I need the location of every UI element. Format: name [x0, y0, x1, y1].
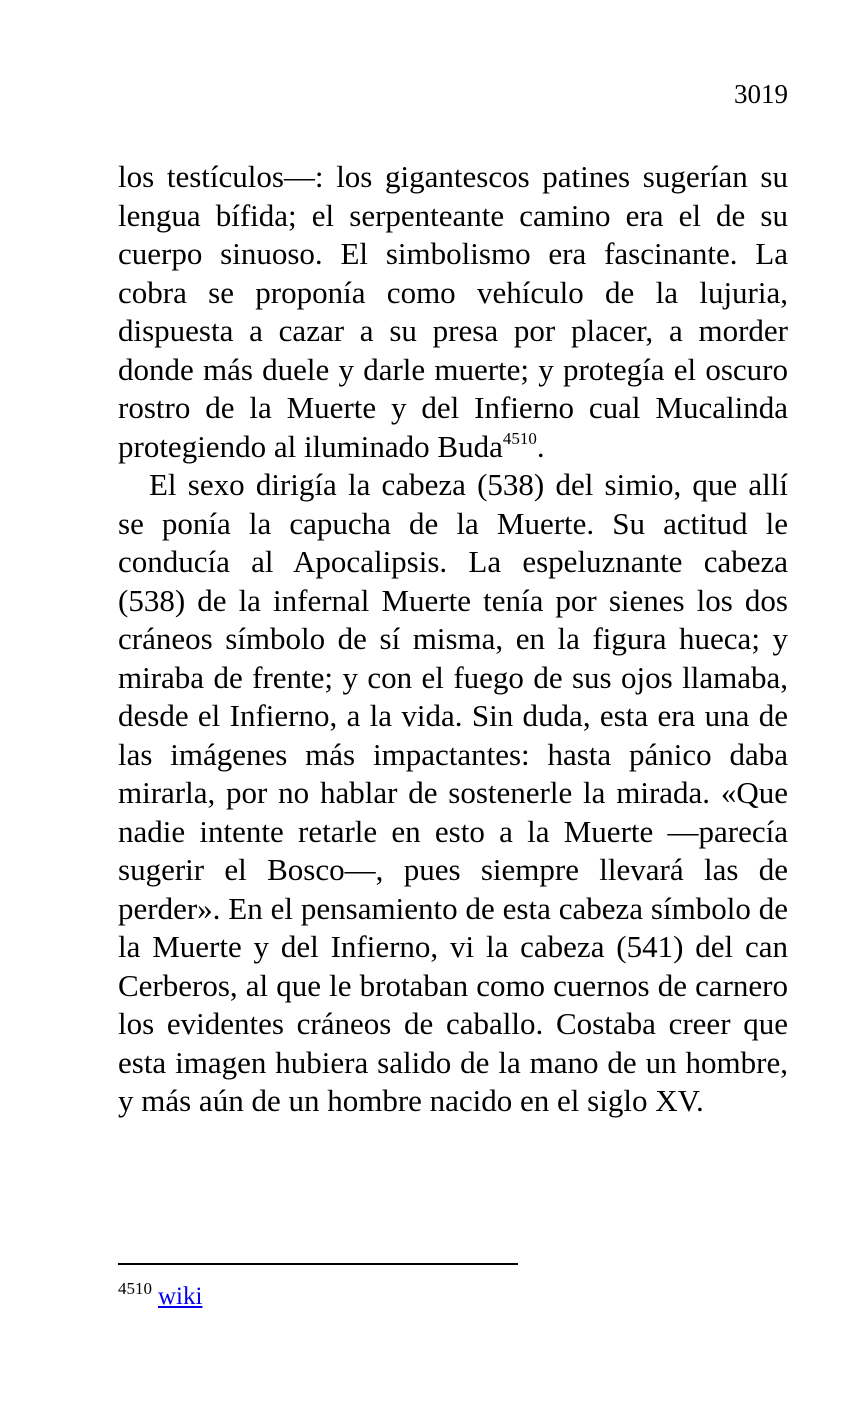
body-text [118, 158, 788, 1121]
paragraph-end-punctuation: . [536, 428, 545, 464]
footnote-link[interactable]: wiki [158, 1283, 203, 1310]
paragraph-text: El sexo dirigía la cabeza (538) del simio, que allí se ponía la capucha de la Muerte. Su actitud le conducía al Apocalipsis. La espeluznante cabeza (538) de la infernal Muerte tenía por sienes los dos cráneos símbolo de sí misma, en la figura hueca; y miraba de frente; y con el fuego de sus ojos llamaba, desde el Infierno, a la vida. Sin duda, esta era una de las imágenes más impactantes: hasta pánico daba mirarla, por no hablar de sostenerle la mirada. «Que nadie intente retarle en esto a la Muerte —parecía sugerir el Bosco—, pues siempre llevará las de perder». En el pensamiento de esta cabeza símbolo de la Muerte y del Infierno, vi la cabeza (541) del can Cerberos, al que le brotaban como cuernos de carnero los evidentes cráneos de caballo. Costaba creer que esta imagen hubiera salido de la mano de un hombre, y más aún de un hombre nacido en el siglo XV. [118, 467, 788, 1118]
paragraph [118, 466, 788, 1121]
footnote-number: 4510 [118, 1279, 152, 1298]
page-number: 3019 [734, 79, 788, 109]
paragraph [118, 158, 788, 466]
footnote [118, 1281, 202, 1313]
footnote-reference[interactable]: 4510 [502, 428, 537, 448]
paragraph-text: los testículos—: los gigantescos patines sugerían su lengua bífida; el serpenteante camino era el de su cuerpo sinuoso. El simbolismo era fascinante. La cobra se proponía como vehículo de la lujuria, dispuesta a cazar a su presa por placer, a morder donde más duele y darle muerte; y protegía el oscuro rostro de la Muerte y del Infierno cual Mucalinda protegiendo al iluminado Buda [118, 159, 788, 464]
footnote-separator [118, 1263, 518, 1265]
